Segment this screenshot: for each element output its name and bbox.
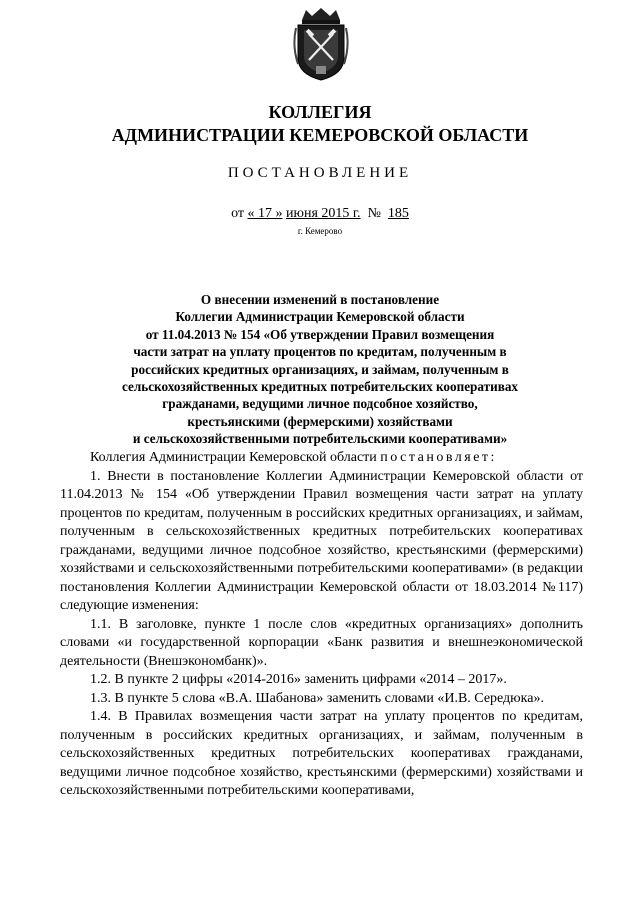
org-name-line1: КОЛЛЕГИЯ <box>268 102 372 122</box>
date-prefix: от <box>231 206 245 221</box>
subject-line: крестьянскими (фермерскими) хозяйствами <box>187 413 453 429</box>
intro-decree-word: постановляет: <box>380 450 497 465</box>
coat-of-arms-emblem <box>292 6 350 84</box>
document-number: 185 <box>387 206 409 221</box>
document-body <box>60 449 583 801</box>
date-month-year: июня 2015 г. <box>286 206 361 221</box>
subject-line: сельскохозяйственных кредитных потребительских кооперативах <box>121 379 519 395</box>
date-day: « 17 » <box>247 206 283 221</box>
intro-paragraph <box>60 449 583 468</box>
document-type: ПОСТАНОВЛЕНИЕ <box>227 165 413 181</box>
document-subject <box>100 291 540 448</box>
paragraph-1-4: 1.4. В Правилах возмещения части затрат на уплату процентов по кредитам, полученным в российских кредитных организациях, и займам, полученным в сельскохозяйственных кредитных потребительских кооперативах гражданами, ведущими личное подсобное хозяйство, крестьянскими (фермерскими) хозяйствами и сельскохозяйственными потребительскими кооперативами, <box>60 709 583 798</box>
date-and-number-line <box>0 205 640 223</box>
subject-line: и сельскохозяйственными потребительскими кооперативами» <box>132 431 508 447</box>
subject-line: Коллегии Администрации Кемеровской области <box>175 309 465 325</box>
subject-line: гражданами, ведущими личное подсобное хозяйство, <box>162 396 478 412</box>
city: г. Кемерово <box>297 226 343 236</box>
subject-line: российских кредитных организациях, и займам, полученным в <box>131 361 509 377</box>
paragraph-1-2: 1.2. В пункте 2 цифры «2014-2016» заменить цифрами «2014 – 2017». <box>90 672 507 687</box>
intro-text: Коллегия Администрации Кемеровской области <box>90 450 381 465</box>
subject-line: О внесении изменений в постановление <box>200 292 440 307</box>
number-sign: № <box>367 206 381 221</box>
paragraph-1-1: 1.1. В заголовке, пункте 1 после слов «кредитных организациях» дополнить словами «и государственной корпорации «Банк развития и внешнеэкономической деятельности (Внешэкономбанк)». <box>60 616 583 669</box>
subject-line: части затрат на уплату процентов по кредитам, полученным в <box>133 344 507 360</box>
paragraph-1-3: 1.3. В пункте 5 слова «В.А. Шабанова» заменить словами «И.В. Середюка». <box>90 690 544 706</box>
org-name-line2: АДМИНИСТРАЦИИ КЕМЕРОВСКОЙ ОБЛАСТИ <box>111 125 529 145</box>
subject-line: от 11.04.2013 № 154 «Об утверждении Правил возмещения <box>145 326 495 342</box>
paragraph-1: 1. Внести в постановление Коллегии Администрации Кемеровской области от 11.04.2013 № 154 «Об утверждении Правил возмещения части затрат на уплату процентов по кредитам, полученным в российских кредитных организациях, и займам, полученным в сельскохозяйственных кредитных потребительских кооперативах гражданами, ведущими личное подсобное хозяйство, крестьянскими (фермерскими) хозяйствами и сельскохозяйственными потребительскими кооперативами» (в редакции постановления Коллегии Администрации Кемеровской области от 18.03.2014 №117) следующие изменения: <box>60 468 583 613</box>
